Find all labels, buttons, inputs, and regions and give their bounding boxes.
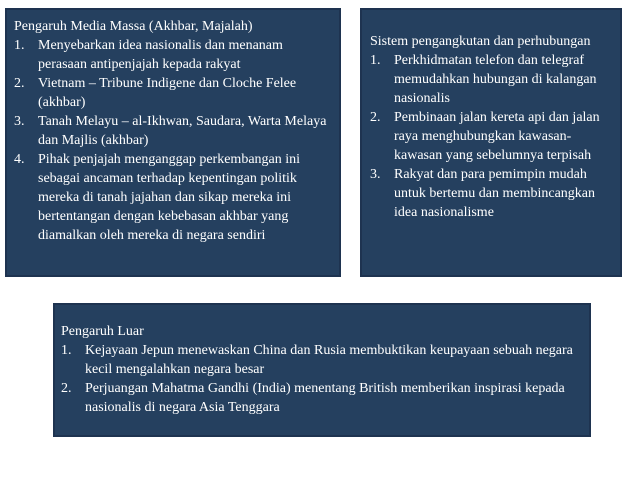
list-item-number: 2. xyxy=(370,110,381,125)
list-item xyxy=(14,112,333,150)
list-item-number: 3. xyxy=(370,167,381,182)
list-item-number: 1. xyxy=(14,38,25,53)
list-item xyxy=(370,165,616,222)
list-item-number: 1. xyxy=(61,343,72,358)
list-item-number: 4. xyxy=(14,152,25,167)
list-item-text: Perkhidmatan telefon dan telegraf memudahkan hubungan di kalangan nasionalis xyxy=(394,53,597,106)
transport-communication-box xyxy=(360,8,622,277)
list-item-number: 3. xyxy=(14,114,25,129)
list-item-number: 2. xyxy=(14,76,25,91)
list-item-text: Perjuangan Mahatma Gandhi (India) menentang British memberikan inspirasi kepada nasionalis di negara Asia Tenggara xyxy=(85,381,565,415)
list-item-text: Vietnam – Tribune Indigene dan Cloche Felee (akhbar) xyxy=(38,76,297,110)
list-item xyxy=(61,341,583,379)
media-influence-box xyxy=(5,8,341,277)
list-item-number: 1. xyxy=(370,53,381,68)
list-item xyxy=(61,379,583,417)
external-influence-list xyxy=(61,341,583,417)
external-influence-box xyxy=(53,303,591,437)
list-item xyxy=(14,150,333,245)
list-item xyxy=(370,51,616,108)
list-item-text: Tanah Melayu – al-Ikhwan, Saudara, Warta Melaya dan Majlis (akhbar) xyxy=(38,114,327,148)
list-item-text: Rakyat dan para pemimpin mudah untuk bertemu dan membincangkan idea nasionalisme xyxy=(394,167,595,220)
list-item-text: Kejayaan Jepun menewaskan China dan Rusia membuktikan keupayaan sebuah negara kecil mengalahkan negara besar xyxy=(85,343,573,377)
list-item xyxy=(370,108,616,165)
list-item xyxy=(14,74,333,112)
list-item xyxy=(14,36,333,74)
list-item-text: Menyebarkan idea nasionalis dan menanam perasaan antipenjajah kepada rakyat xyxy=(38,38,283,72)
media-influence-title: Pengaruh Media Massa (Akhbar, Majalah) xyxy=(14,19,253,34)
list-item-text: Pihak penjajah menganggap perkembangan ini sebagai ancaman terhadap kepentingan politik mereka di tanah jajahan dan sikap mereka ini bertentangan dengan kebebasan akhbar yang diamalkan oleh mereka di negara sendiri xyxy=(38,152,301,243)
transport-communication-list xyxy=(370,51,616,222)
external-influence-title: Pengaruh Luar xyxy=(61,324,144,339)
transport-communication-title: Sistem pengangkutan dan perhubungan xyxy=(370,34,591,49)
list-item-text: Pembinaan jalan kereta api dan jalan raya menghubungkan kawasan-kawasan yang sebelumnya terpisah xyxy=(394,110,600,163)
media-influence-list xyxy=(14,36,333,245)
list-item-number: 2. xyxy=(61,381,72,396)
